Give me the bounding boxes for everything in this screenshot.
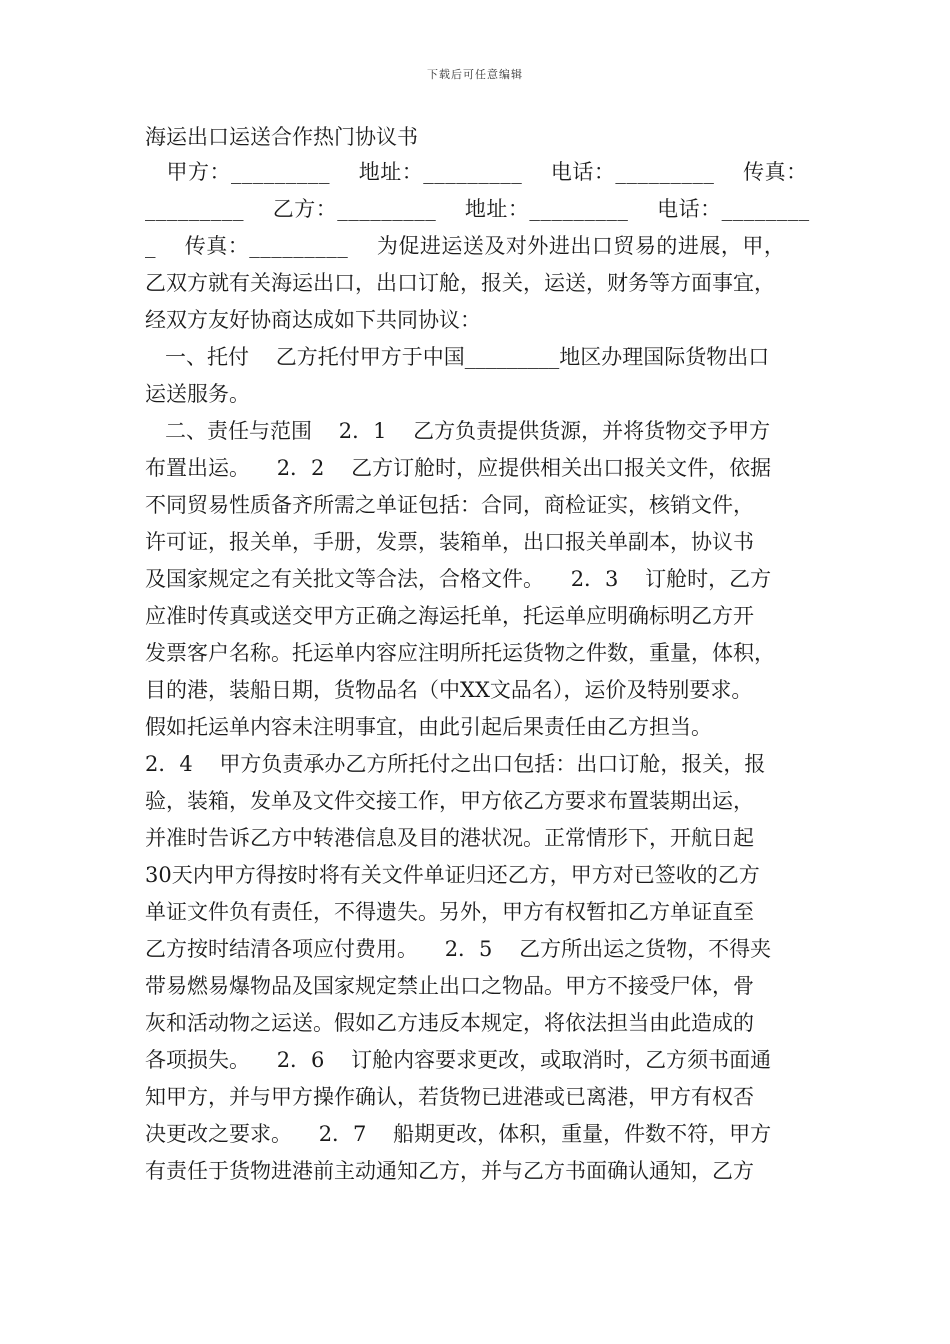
- text-line-26: 知甲方，并与甲方操作确认，若货物已进港或已离港，甲方有权否: [145, 1085, 754, 1109]
- text-line-5: 经双方友好协商达成如下共同协议：: [145, 308, 481, 332]
- document-body: [145, 120, 815, 1190]
- document-title: 海运出口运送合作热门协议书: [145, 125, 418, 149]
- text-line-11: 许可证，报关单，手册，发票，装箱单，出口报关单副本，协议书: [145, 530, 754, 554]
- text-line-7: 运送服务。: [145, 382, 250, 406]
- text-line-3: _ 传真：_________ 为促进运送及对外进出口贸易的进展，甲，: [145, 234, 786, 258]
- text-line-8: 二、责任与范围 2．1 乙方负责提供货源，并将货物交予甲方: [145, 419, 771, 443]
- text-line-1: 甲方：_________ 地址：_________ 电话：_________ 传真：: [145, 160, 808, 184]
- page-header-note: 下载后可任意编辑: [427, 68, 523, 81]
- text-line-23: 带易燃易爆物品及国家规定禁止出口之物品。甲方不接受尸体，骨: [145, 974, 754, 998]
- text-line-4: 乙双方就有关海运出口，出口订舱，报关，运送，财务等方面事宜，: [145, 271, 775, 295]
- text-line-28: 有责任于货物进港前主动通知乙方，并与乙方书面确认通知，乙方: [145, 1159, 754, 1183]
- text-line-6: 一、托付 乙方托付甲方于中国_________地区办理国际货物出口: [145, 345, 770, 369]
- text-line-25: 各项损失。 2．6 订舱内容要求更改，或取消时，乙方须书面通: [145, 1048, 772, 1072]
- text-line-22: 乙方按时结清各项应付费用。 2．5 乙方所出运之货物，不得夹: [145, 937, 772, 961]
- text-line-14: 发票客户名称。托运单内容应注明所托运货物之件数，重量，体积，: [145, 641, 775, 665]
- text-line-19: 并准时告诉乙方中转港信息及目的港状况。正常情形下，开航日起: [145, 826, 754, 850]
- text-line-12: 及国家规定之有关批文等合法，合格文件。 2．3 订舱时，乙方: [145, 567, 772, 591]
- text-line-18: 验，装箱，发单及文件交接工作，甲方依乙方要求布置装期出运，: [145, 789, 754, 813]
- text-line-21: 单证文件负有责任，不得遗失。另外，甲方有权暂扣乙方单证直至: [145, 900, 754, 924]
- text-line-9: 布置出运。 2．2 乙方订舱时，应提供相关出口报关文件，依据: [145, 456, 772, 480]
- text-line-15: 目的港，装船日期，货物品名（中XX文品名），运价及特别要求。: [145, 678, 753, 702]
- text-line-2: _________ 乙方：_________ 地址：_________ 电话：________: [145, 197, 810, 221]
- text-line-27: 决更改之要求。 2．7 船期更改，体积，重量，件数不符，甲方: [145, 1122, 772, 1146]
- text-line-13: 应准时传真或送交甲方正确之海运托单，托运单应明确标明乙方开: [145, 604, 754, 628]
- text-line-20: 30天内甲方得按时将有关文件单证归还乙方，甲方对已签收的乙方: [145, 863, 760, 887]
- text-line-24: 灰和活动物之运送。假如乙方违反本规定，将依法担当由此造成的: [145, 1011, 754, 1035]
- text-line-16: 假如托运单内容未注明事宜，由此引起后果责任由乙方担当。: [145, 715, 712, 739]
- text-line-10: 不同贸易性质备齐所需之单证包括：合同，商检证实，核销文件，: [145, 493, 754, 517]
- text-line-17: 2．4 甲方负责承办乙方所托付之出口包括：出口订舱，报关，报: [145, 752, 766, 776]
